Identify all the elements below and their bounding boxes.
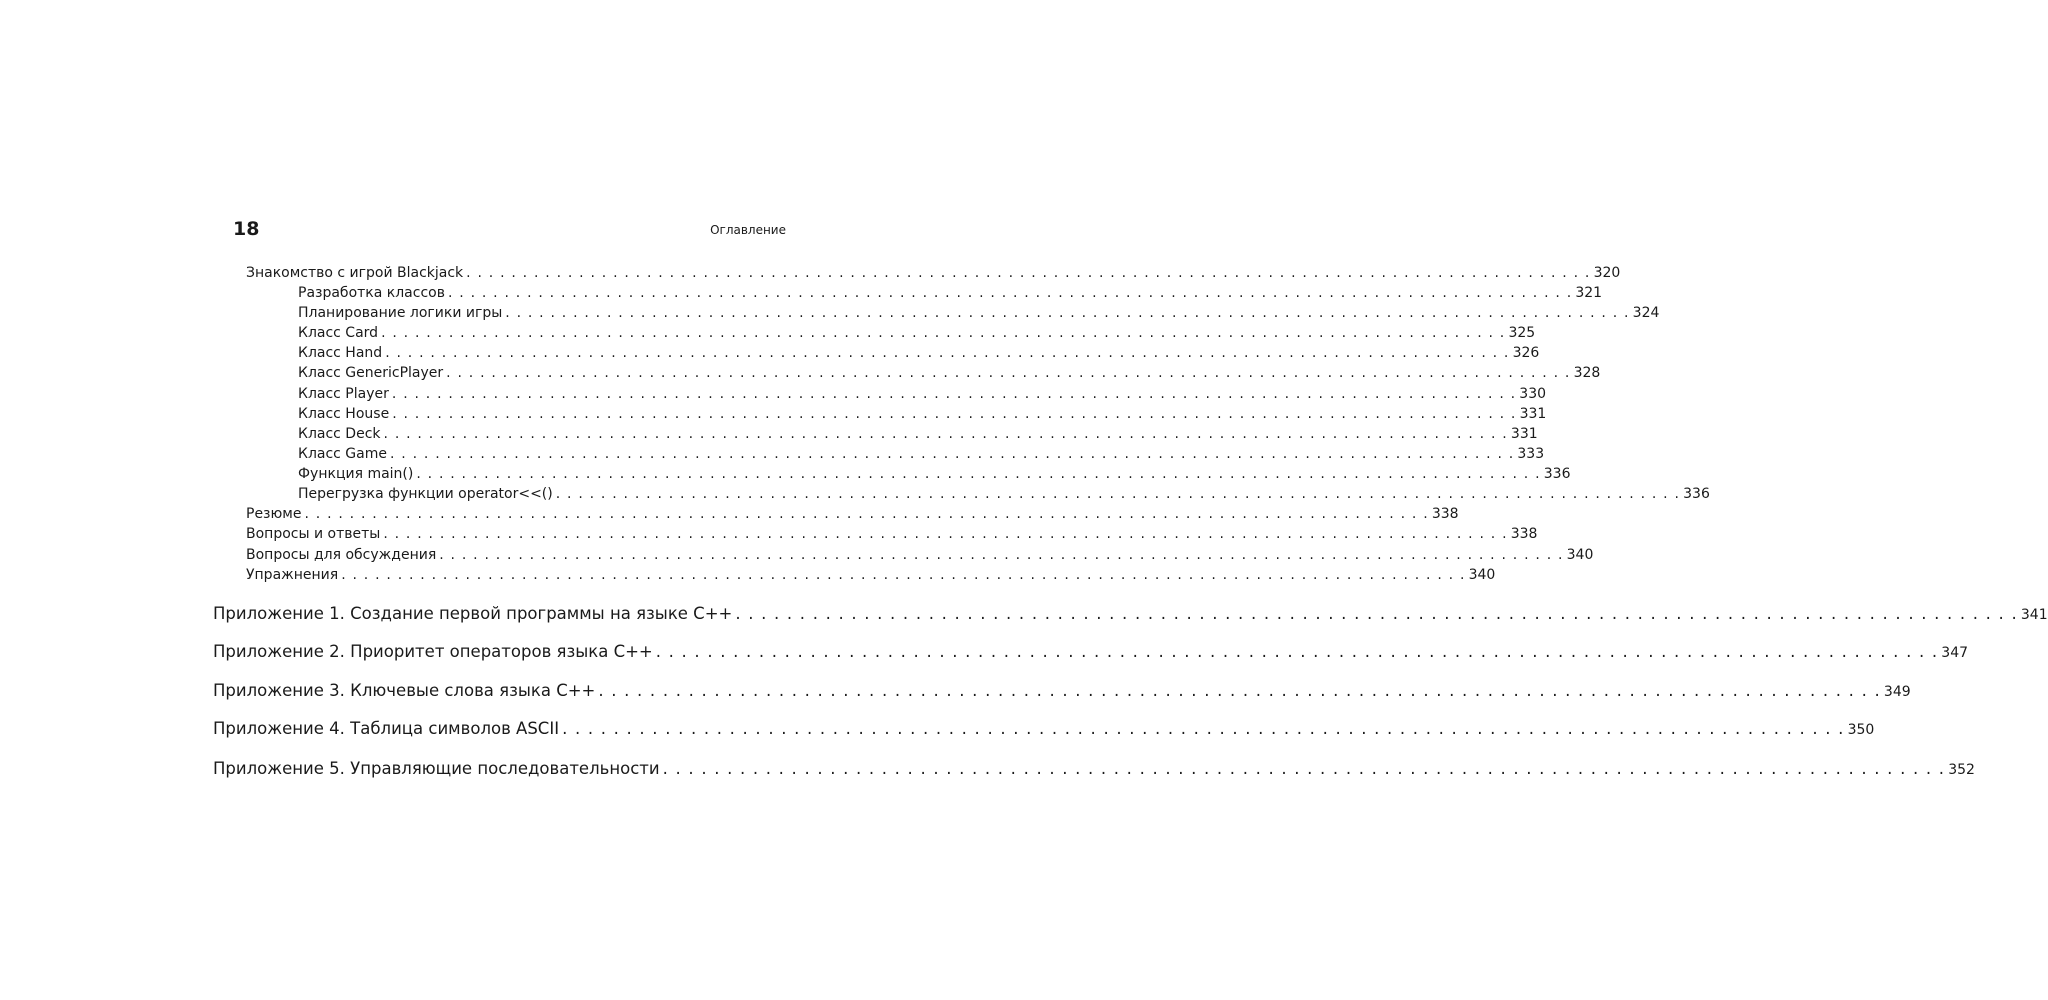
toc-entry	[298, 404, 1547, 424]
toc-entry	[298, 424, 1538, 444]
toc-entry-page: 338	[1431, 506, 1459, 522]
toc-entry-title: Класс House	[298, 406, 390, 422]
toc-appendix-page: 349	[1883, 684, 1911, 700]
toc-entry-page: 320	[1593, 265, 1621, 281]
toc-leader: . . . . . . . . . . . . . . . . . . . . . . . . . . . . . . . . . . . . . . . . . . . . . . . . . . . . . . . . . . . . . . . . . . . . . . . . . . . . . . . . . . . . . . . . . . . . . . . . . . . .	[383, 526, 1508, 542]
toc-entry-page: 331	[1510, 426, 1538, 442]
toc-leader: . . . . . . . . . . . . . . . . . . . . . . . . . . . . . . . . . . . . . . . . . . . . . . . . . . . . . . . . . . . . . . . . . . . . . . . . . . . . . . . . . . . . . . . . . . . . . . . . . . . .	[383, 426, 1508, 442]
toc-entry-title: Вопросы для обсуждения	[246, 547, 437, 563]
toc-entry-page: 325	[1508, 325, 1536, 341]
toc-entry-page: 330	[1519, 386, 1547, 402]
toc-appendix	[213, 679, 1911, 704]
toc-entry-title: Упражнения	[246, 567, 339, 583]
toc-entry	[298, 363, 1601, 383]
toc-entry	[298, 484, 1710, 504]
toc-entry	[246, 545, 1594, 565]
toc-entry	[298, 283, 1603, 303]
toc-leader: . . . . . . . . . . . . . . . . . . . . . . . . . . . . . . . . . . . . . . . . . . . . . . . . . . . . . . . . . . . . . . . . . . . . . . . . . . . . . . . . . . . . . . . . . . . . . . . . . . . .	[655, 642, 1939, 661]
toc-entry-title: Функция main()	[298, 466, 414, 482]
toc-entry-page: 340	[1566, 547, 1594, 563]
toc-entry-title: Резюме	[246, 506, 302, 522]
toc-leader: . . . . . . . . . . . . . . . . . . . . . . . . . . . . . . . . . . . . . . . . . . . . . . . . . . . . . . . . . . . . . . . . . . . . . . . . . . . . . . . . . . . . . . . . . . . . . . . . . . . .	[304, 506, 1429, 522]
toc-entry-title: Класс GenericPlayer	[298, 365, 444, 381]
toc-entry-title: Класс Hand	[298, 345, 383, 361]
toc-entry-title: Планирование логики игры	[298, 305, 503, 321]
toc-appendix-title: Приложение 2. Приоритет операторов языка С++	[213, 642, 653, 661]
toc-leader: . . . . . . . . . . . . . . . . . . . . . . . . . . . . . . . . . . . . . . . . . . . . . . . . . . . . . . . . . . . . . . . . . . . . . . . . . . . . . . . . . . . . . . . . . . . . . . . . . . . .	[391, 386, 1517, 402]
toc-entry	[298, 384, 1547, 404]
toc-entry-page: 321	[1575, 285, 1603, 301]
toc-entry-page: 326	[1512, 345, 1540, 361]
toc-entry	[246, 504, 1459, 524]
toc-leader: . . . . . . . . . . . . . . . . . . . . . . . . . . . . . . . . . . . . . . . . . . . . . . . . . . . . . . . . . . . . . . . . . . . . . . . . . . . . . . . . . . . . . . . . . . . . . . . . . . . .	[662, 759, 1946, 778]
toc-appendix-title: Приложение 1. Создание первой программы на языке С++	[213, 604, 733, 623]
toc-entry-page: 336	[1683, 486, 1710, 502]
toc-entry-title: Класс Game	[298, 446, 387, 462]
toc-entry	[246, 565, 1496, 585]
toc-entry-title: Класс Deck	[298, 426, 381, 442]
toc-appendix-title: Приложение 5. Управляющие последовательности	[213, 759, 660, 778]
toc-leader: . . . . . . . . . . . . . . . . . . . . . . . . . . . . . . . . . . . . . . . . . . . . . . . . . . . . . . . . . . . . . . . . . . . . . . . . . . . . . . . . . . . . . . . . . . . . . . . . . . . .	[385, 345, 1510, 361]
toc-leader: . . . . . . . . . . . . . . . . . . . . . . . . . . . . . . . . . . . . . . . . . . . . . . . . . . . . . . . . . . . . . . . . . . . . . . . . . . . . . . . . . . . . . . . . . . . . . . . . . . . .	[466, 265, 1591, 281]
toc-leader: . . . . . . . . . . . . . . . . . . . . . . . . . . . . . . . . . . . . . . . . . . . . . . . . . . . . . . . . . . . . . . . . . . . . . . . . . . . . . . . . . . . . . . . . . . . . . . . . . . . .	[341, 567, 1466, 583]
toc-leader: . . . . . . . . . . . . . . . . . . . . . . . . . . . . . . . . . . . . . . . . . . . . . . . . . . . . . . . . . . . . . . . . . . . . . . . . . . . . . . . . . . . . . . . . . . . . . . . . . . . .	[598, 681, 1881, 700]
toc-entry-page: 324	[1632, 305, 1660, 321]
toc-entry-page: 328	[1573, 365, 1601, 381]
toc-entry-title: Класс Card	[298, 325, 379, 341]
toc-entry-page: 336	[1543, 466, 1571, 482]
running-title: Оглавление	[710, 223, 786, 237]
toc-appendix-title: Приложение 3. Ключевые слова языка С++	[213, 681, 596, 700]
toc-appendix-title: Приложение 4. Таблица символов ASCII	[213, 719, 560, 738]
toc-appendix	[213, 602, 2048, 627]
toc-entry-page: 340	[1468, 567, 1496, 583]
toc-appendix	[213, 717, 1875, 742]
toc-entry	[298, 343, 1540, 363]
toc-entry-title: Знакомство с игрой Blackjack	[246, 265, 464, 281]
toc-leader: . . . . . . . . . . . . . . . . . . . . . . . . . . . . . . . . . . . . . . . . . . . . . . . . . . . . . . . . . . . . . . . . . . . . . . . . . . . . . . . . . . . . . . . . . . . . . . . . . . . .	[416, 466, 1541, 482]
toc-leader: . . . . . . . . . . . . . . . . . . . . . . . . . . . . . . . . . . . . . . . . . . . . . . . . . . . . . . . . . . . . . . . . . . . . . . . . . . . . . . . . . . . . . . . . . . . . . . . . . . . .	[392, 406, 1517, 422]
toc-leader: . . . . . . . . . . . . . . . . . . . . . . . . . . . . . . . . . . . . . . . . . . . . . . . . . . . . . . . . . . . . . . . . . . . . . . . . . . . . . . . . . . . . . . . . . . . . . . . . . . . .	[446, 365, 1571, 381]
toc-leader: . . . . . . . . . . . . . . . . . . . . . . . . . . . . . . . . . . . . . . . . . . . . . . . . . . . . . . . . . . . . . . . . . . . . . . . . . . . . . . . . . . . . . . . . . . . . . . . . . . . .	[447, 285, 1573, 301]
toc-entry	[298, 444, 1545, 464]
toc-entry-page: 338	[1510, 526, 1538, 542]
toc-entry-title: Вопросы и ответы	[246, 526, 381, 542]
toc-appendix-page: 350	[1847, 722, 1875, 738]
toc-entry-page: 331	[1519, 406, 1547, 422]
toc-entry-title: Разработка классов	[298, 285, 445, 301]
toc-appendix	[213, 640, 1969, 665]
toc-leader: . . . . . . . . . . . . . . . . . . . . . . . . . . . . . . . . . . . . . . . . . . . . . . . . . . . . . . . . . . . . . . . . . . . . . . . . . . . . . . . . . . . . . . . . . . . . . . . . . . . .	[562, 719, 1845, 738]
page-number: 18	[233, 218, 260, 240]
toc-entry	[246, 263, 1621, 283]
toc-appendix-page: 352	[1948, 762, 1975, 778]
toc-leader: . . . . . . . . . . . . . . . . . . . . . . . . . . . . . . . . . . . . . . . . . . . . . . . . . . . . . . . . . . . . . . . . . . . . . . . . . . . . . . . . . . . . . . . . . . . . . . . . . . . .	[390, 446, 1515, 462]
toc-entry	[298, 303, 1660, 323]
toc-leader: . . . . . . . . . . . . . . . . . . . . . . . . . . . . . . . . . . . . . . . . . . . . . . . . . . . . . . . . . . . . . . . . . . . . . . . . . . . . . . . . . . . . . . . . . . . . . . . . . . . .	[555, 486, 1681, 502]
toc-entry	[298, 323, 1536, 343]
toc-entry-title: Класс Player	[298, 386, 389, 402]
toc-leader: . . . . . . . . . . . . . . . . . . . . . . . . . . . . . . . . . . . . . . . . . . . . . . . . . . . . . . . . . . . . . . . . . . . . . . . . . . . . . . . . . . . . . . . . . . . . . . . . . . . .	[505, 305, 1630, 321]
toc-entry-title: Перегрузка функции operator<<()	[298, 486, 553, 502]
toc-entry	[246, 524, 1538, 544]
toc-leader: . . . . . . . . . . . . . . . . . . . . . . . . . . . . . . . . . . . . . . . . . . . . . . . . . . . . . . . . . . . . . . . . . . . . . . . . . . . . . . . . . . . . . . . . . . . . . . . . . . . .	[381, 325, 1506, 341]
toc-appendix-page: 341	[2020, 607, 2048, 623]
toc-entry-page: 333	[1517, 446, 1545, 462]
toc-entry	[298, 464, 1571, 484]
toc-leader: . . . . . . . . . . . . . . . . . . . . . . . . . . . . . . . . . . . . . . . . . . . . . . . . . . . . . . . . . . . . . . . . . . . . . . . . . . . . . . . . . . . . . . . . . . . . . . . . . . . .	[735, 604, 2018, 623]
toc-leader: . . . . . . . . . . . . . . . . . . . . . . . . . . . . . . . . . . . . . . . . . . . . . . . . . . . . . . . . . . . . . . . . . . . . . . . . . . . . . . . . . . . . . . . . . . . . . . . . . . . .	[439, 547, 1564, 563]
toc-appendix	[213, 757, 1975, 782]
toc-appendix-page: 347	[1941, 645, 1969, 661]
